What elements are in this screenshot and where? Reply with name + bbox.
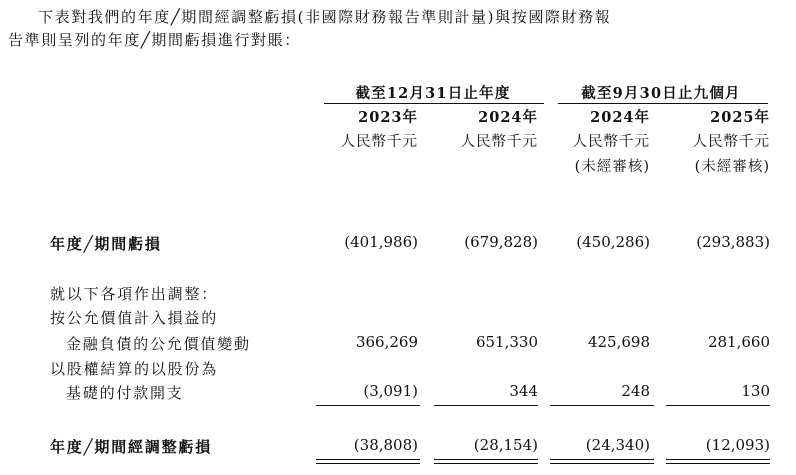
row-fv-value: 425,698: [587, 333, 650, 351]
row-loss-value: (401,986): [344, 233, 418, 251]
subtotal-rule: [550, 405, 654, 406]
row-sbc-value: 344: [509, 382, 538, 400]
intro-line-1: 下表對我們的年度╱期間經調整虧損(非國際財務報告準則計量)與按國際財務報: [38, 8, 612, 26]
row-fv-label-line1: 按公允價值計入損益的: [50, 309, 219, 327]
row-loss-value: (679,828): [464, 233, 538, 251]
subtotal-rule: [434, 405, 538, 406]
total-double-rule: [434, 459, 538, 464]
unit-col-1: 人民幣千元: [340, 134, 418, 150]
row-adjusted-value: (12,093): [705, 436, 770, 454]
row-sbc-label-line2: 基礎的付款開支: [66, 384, 184, 402]
row-loss-value: (450,286): [576, 233, 650, 251]
total-double-rule: [550, 459, 654, 464]
row-sbc-value: 130: [741, 382, 770, 400]
subtotal-rule: [666, 405, 770, 406]
row-adjusted-value: (38,808): [353, 436, 418, 454]
header-underline-1: [324, 103, 544, 104]
row-loss-label: 年度╱期間虧損: [50, 235, 162, 253]
row-fv-value: 281,660: [707, 333, 770, 351]
year-col-3: 2024年: [590, 109, 650, 126]
header-year-ended: 截至12月31日止年度: [355, 85, 511, 102]
row-adjusted-value: (28,154): [473, 436, 538, 454]
row-adjusted-loss-label: 年度╱期間經調整虧損: [50, 438, 213, 456]
unaudited-col-4: (未經審核): [694, 159, 770, 175]
total-double-rule: [316, 459, 420, 464]
row-sbc-label-line1: 以股權結算的以股份為: [50, 360, 219, 378]
unit-col-2: 人民幣千元: [460, 134, 538, 150]
row-adjusted-value: (24,340): [585, 436, 650, 454]
year-col-2: 2024年: [478, 109, 538, 126]
unit-col-4: 人民幣千元: [692, 134, 770, 150]
header-underline-2: [558, 103, 768, 104]
header-nine-months: 截至9月30日止九個月: [581, 85, 741, 102]
year-col-4: 2025年: [710, 109, 770, 126]
subtotal-rule: [316, 405, 420, 406]
unit-col-3: 人民幣千元: [572, 134, 650, 150]
unaudited-col-3: (未經審核): [574, 159, 650, 175]
intro-line-2: 告準則呈列的年度╱期間虧損進行對賬：: [8, 31, 301, 49]
row-sbc-value: 248: [621, 382, 650, 400]
row-fv-label-line2: 金融負債的公允價值變動: [66, 335, 251, 353]
row-fv-value: 651,330: [475, 333, 538, 351]
row-fv-value: 366,269: [355, 333, 418, 351]
intro-paragraph: [8, 6, 792, 52]
row-sbc-value: (3,091): [363, 382, 418, 400]
adjustments-heading: 就以下各項作出調整：: [50, 285, 219, 303]
total-double-rule: [666, 459, 770, 464]
row-loss-value: (293,883): [696, 233, 770, 251]
year-col-1: 2023年: [358, 109, 418, 126]
